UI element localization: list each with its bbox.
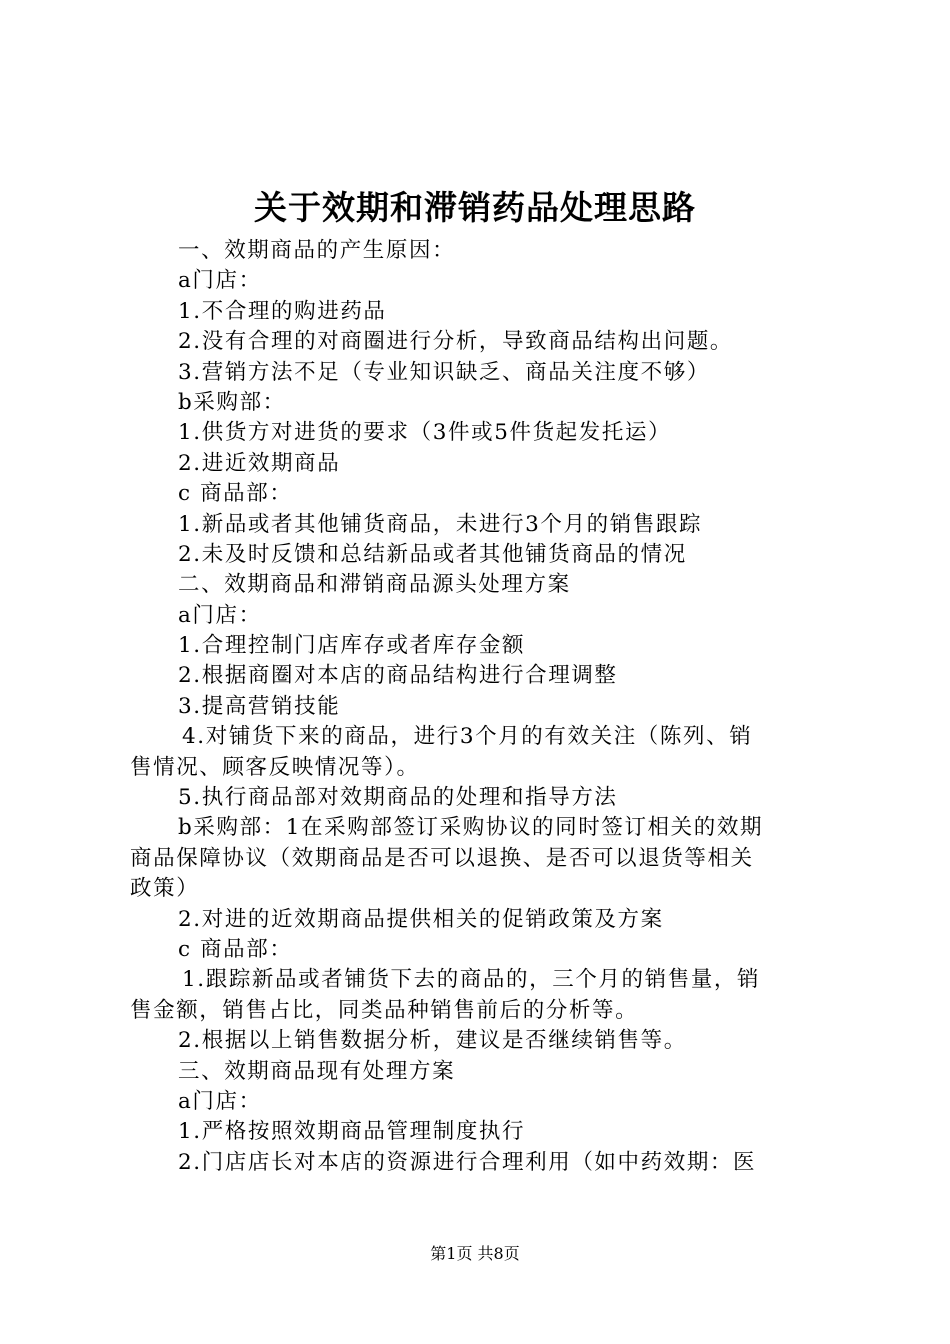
paragraph-continuation: 售金额，销售占比，同类品种销售前后的分析等。: [130, 997, 639, 1023]
list-item: 3.提高营销技能: [178, 693, 341, 719]
list-item: 1.新品或者其他铺货商品，未进行3个月的销售跟踪: [178, 511, 703, 537]
subsection-label: a门店：: [178, 268, 262, 294]
subsection-label: c 商品部：: [178, 936, 293, 962]
subsection-label: a门店：: [178, 602, 262, 628]
list-item: 5.执行商品部对效期商品的处理和指导方法: [178, 785, 618, 811]
list-item: 1.不合理的购进药品: [178, 298, 387, 324]
section-heading: 一、效期商品的产生原因：: [178, 238, 456, 263]
list-item: 2.进近效期商品: [178, 450, 341, 476]
section-heading: 三、效期商品现有处理方案: [178, 1058, 456, 1084]
list-item: 2.没有合理的对商圈进行分析，导致商品结构出问题。: [178, 329, 734, 355]
list-item: 2.对进的近效期商品提供相关的促销政策及方案: [178, 906, 664, 932]
document-body: [130, 236, 830, 1178]
paragraph-continuation: 商品保障协议（效期商品是否可以退换、是否可以退货等相关: [130, 845, 754, 871]
list-item: 1.供货方对进货的要求（3件或5件货起发托运）: [178, 420, 672, 446]
list-item: 4.对铺货下来的商品，进行3个月的有效关注（陈列、销: [182, 724, 753, 750]
list-item: 1.严格按照效期商品管理制度执行: [178, 1119, 526, 1145]
list-item: 3.营销方法不足（专业知识缺乏、商品关注度不够）: [178, 359, 710, 385]
list-item: 2.根据商圈对本店的商品结构进行合理调整: [178, 663, 618, 689]
list-item: 2.根据以上销售数据分析，建议是否继续销售等。: [178, 1028, 687, 1054]
list-item: 2.未及时反馈和总结新品或者其他铺货商品的情况: [178, 541, 687, 567]
document-title: 关于效期和滞销药品处理思路: [254, 188, 696, 227]
list-item: 1.跟踪新品或者铺货下去的商品的，三个月的销售量，销: [182, 967, 761, 993]
paragraph-continuation: 政策）: [130, 876, 200, 902]
list-item: 2.门店店长对本店的资源进行合理利用（如中药效期：医: [178, 1149, 757, 1175]
subsection-label: c 商品部：: [178, 481, 293, 507]
list-item: 1.合理控制门店库存或者库存金额: [178, 633, 526, 659]
subsection-label: a门店：: [178, 1088, 262, 1114]
paragraph-continuation: 售情况、顾客反映情况等）。: [130, 754, 420, 780]
paragraph-line: b采购部：1在采购部签订采购协议的同时签订相关的效期: [178, 815, 764, 841]
page-number: 第1页 共8页: [430, 1244, 520, 1263]
subsection-label: b采购部：: [178, 389, 286, 415]
section-heading: 二、效期商品和滞销商品源头处理方案: [178, 572, 571, 598]
